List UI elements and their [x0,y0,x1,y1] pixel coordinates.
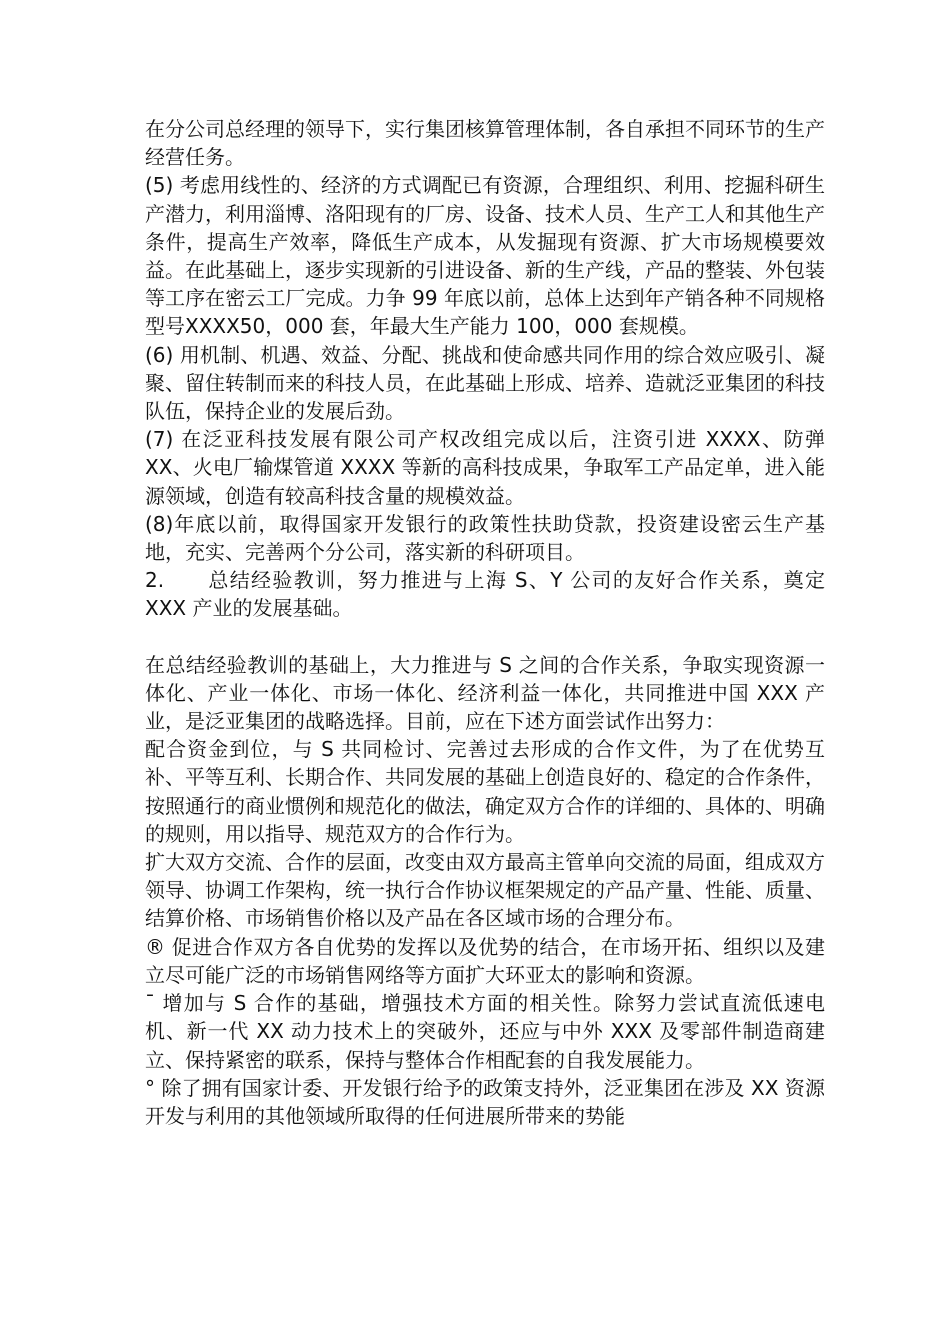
paragraph-technology: ¯ 增加与 S 合作的基础，增强技术方面的相关性。除努力尝试直流低速电机、新一代 XX 动力技术上的突破外，还应与中外 XXX 及零部件制造商建立、保持紧密的联系，保持与整体合作相配套的自我发展能力。 [145,991,825,1072]
paragraph-funding: 配合资金到位，与 S 共同检讨、完善过去形成的合作文件，为了在优势互补、平等互利、长期合作、共同发展的基础上创造良好的、稳定的合作条件，按照通行的商业惯例和规范化的做法，确定双方合作的详细的、具体的、明确的规则，用以指导、规范双方的合作行为。 [145,737,825,846]
blank-line [145,623,825,651]
paragraph-item-7: (7) 在泛亚科技发展有限公司产权改组完成以后，注资引进 XXXX、防弹 XX、火电厂输煤管道 XXXX 等新的高科技成果，争取军工产品定单，进入能源领域，创造有较高科技含量的规模效益。 [145,427,825,508]
paragraph-strategy-intro: 在总结经验教训的基础上，大力推进与 S 之间的合作关系，争取实现资源一体化、产业一体化、市场一体化、经济利益一体化，共同推进中国 XXX 产业，是泛亚集团的战略选择。目前，应在下述方面尝试作出努力： [145,652,825,734]
section-heading-2 [145,566,825,622]
section-number: 2. [145,568,165,593]
paragraph-policy-support: ° 除了拥有国家计委、开发银行给予的政策支持外，泛亚集团在涉及 XX 资源开发与利用的其他领域所取得的任何进展所带来的势能 [145,1075,825,1128]
paragraph-item-6: (6) 用机制、机遇、效益、分配、挑战和使命感共同作用的综合效应吸引、凝聚、留住转制而来的科技人员，在此基础上形成、培养、造就泛亚集团的科技队伍，保持企业的发展后劲。 [145,342,825,424]
paragraph-item-5: (5) 考虑用线性的、经济的方式调配已有资源，合理组织、利用、挖掘科研生产潜力，利用淄博、洛阳现有的厂房、设备、技术人员、生产工人和其他生产条件，提高生产效率，降低生产成本，从发掘现有资源、扩大市场规模要效益。在此基础上，逐步实现新的引进设备、新的生产线，产品的整装、外包装等工序在密云工厂完成。力争 99 年底以前，总体上达到年产销各种不同规格型号XXXX50，000 套，年最大生产能力 100，000 套规模。 [145,173,825,339]
section-title: 总结经验教训，努力推进与上海 S、Y 公司的友好合作关系，奠定 XXX 产业的发展基础。 [145,568,825,621]
paragraph-exchange: 扩大双方交流、合作的层面，改变由双方最高主管单向交流的局面，组成双方领导、协调工作架构，统一执行合作协议框架规定的产品产量、性能、质量、结算价格、市场销售价格以及产品在各区域市场的合理分布。 [145,850,825,931]
paragraph-management-system: 在分公司总经理的领导下，实行集团核算管理体制，各自承担不同环节的生产经营任务。 [145,117,825,170]
paragraph-item-8: (8)年底以前，取得国家开发银行的政策性扶助贷款，投资建设密云生产基地，充实、完善两个分公司，落实新的科研项目。 [145,511,825,565]
paragraph-market-expansion: ® 促进合作双方各自优势的发挥以及优势的结合，在市场开拓、组织以及建立尽可能广泛的市场销售网络等方面扩大环亚太的影响和资源。 [145,934,825,987]
document-body [145,115,825,1130]
